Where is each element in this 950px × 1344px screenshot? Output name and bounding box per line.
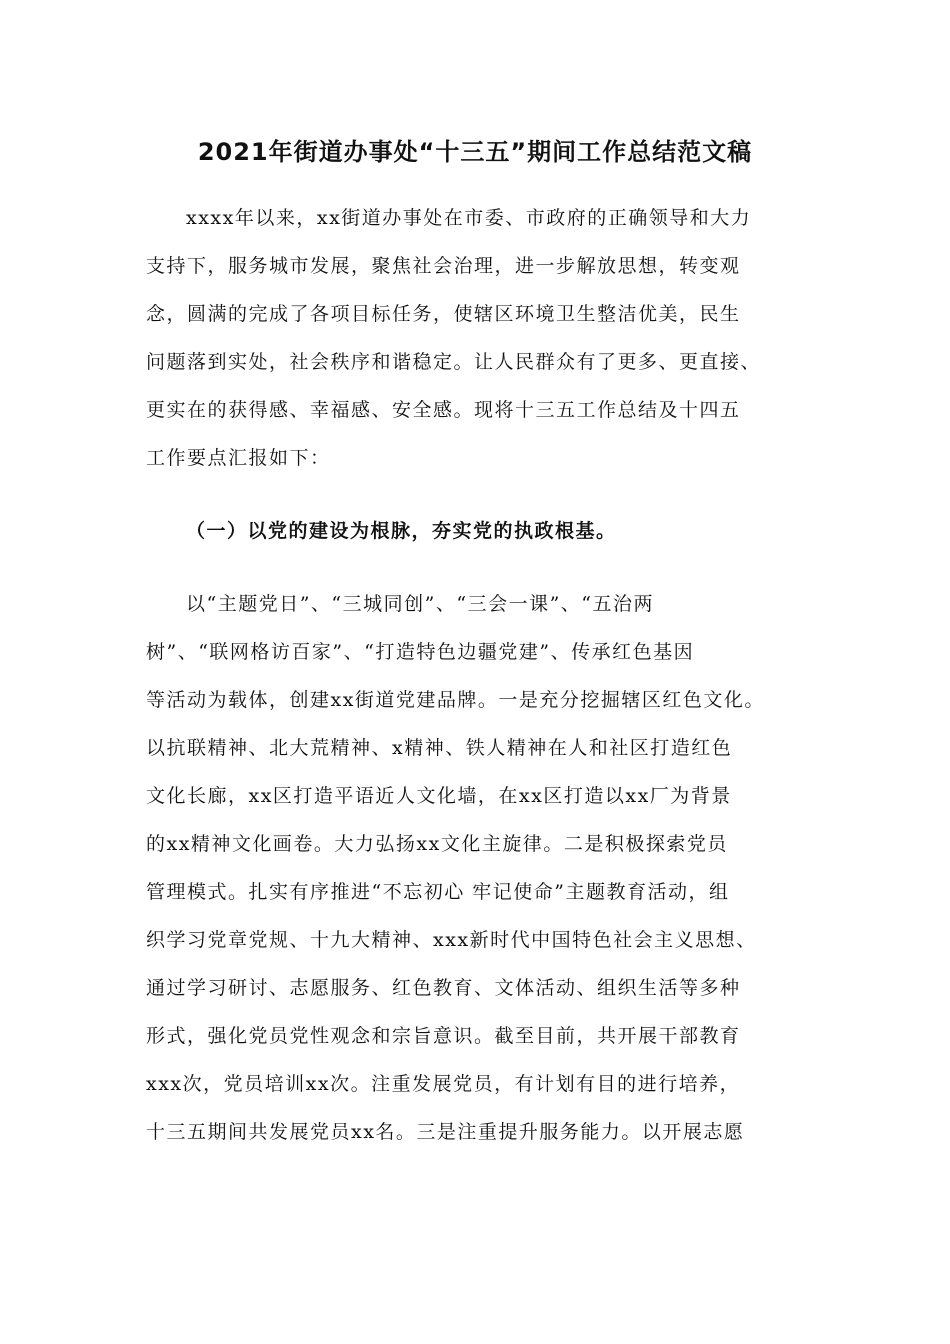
paragraph-line: 更实在的获得感、幸福感、安全感。现将十三五工作总结及十四五 — [146, 399, 741, 421]
paragraph-line: 的xx精神文化画卷。大力弘扬xx文化主旋律。二是积极探索党员 — [146, 833, 728, 855]
section-heading: （一）以党的建设为根脉，夯实党的执政根基。 — [186, 520, 617, 542]
paragraph-line: 支持下，服务城市发展，聚焦社会治理，进一步解放思想，转变观 — [146, 255, 741, 277]
paragraph-line: 以“主题党日”、“三城同创”、“三会一课”、“五治两 — [186, 593, 654, 615]
paragraph-line: 形式，强化党员党性观念和宗旨意识。截至目前，共开展干部教育 — [146, 1025, 741, 1047]
paragraph-line: xxx次，党员培训xx次。注重发展党员，有计划有目的进行培养， — [146, 1073, 741, 1095]
paragraph-line: 通过学习研讨、志愿服务、红色教育、文体活动、组织生活等多种 — [146, 977, 741, 999]
paragraph-line: 织学习党章党规、十九大精神、xxx新时代中国特色社会主义思想、 — [146, 929, 757, 951]
paragraph-line: 树”、“联网格访百家”、“打造特色边疆党建”、传承红色基因 — [146, 641, 695, 663]
paragraph-line: 等活动为载体，创建xx街道党建品牌。一是充分挖掘辖区红色文化。 — [146, 689, 765, 711]
document-title: 2021年街道办事处“十三五”期间工作总结范文稿 — [197, 138, 753, 166]
paragraph-line: xxxx年以来，xx街道办事处在市委、市政府的正确领导和大力 — [186, 207, 752, 229]
paragraph-line: 问题落到实处，社会秩序和谐稳定。让人民群众有了更多、更直接、 — [146, 351, 762, 373]
paragraph-line: 十三五期间共发展党员xx名。三是注重提升服务能力。以开展志愿 — [146, 1121, 745, 1143]
paragraph-line: 文化长廊，xx区打造平语近人文化墙，在xx区打造以xx厂为背景 — [146, 785, 732, 807]
paragraph-line: 工作要点汇报如下： — [146, 447, 331, 469]
paragraph-line: 管理模式。扎实有序推进“不忘初心 牢记使命”主题教育活动，组 — [146, 881, 730, 903]
paragraph-line: 以抗联精神、北大荒精神、x精神、铁人精神在人和社区打造红色 — [146, 737, 733, 759]
paragraph-line: 念，圆满的完成了各项目标任务，使辖区环境卫生整洁优美，民生 — [146, 303, 741, 325]
